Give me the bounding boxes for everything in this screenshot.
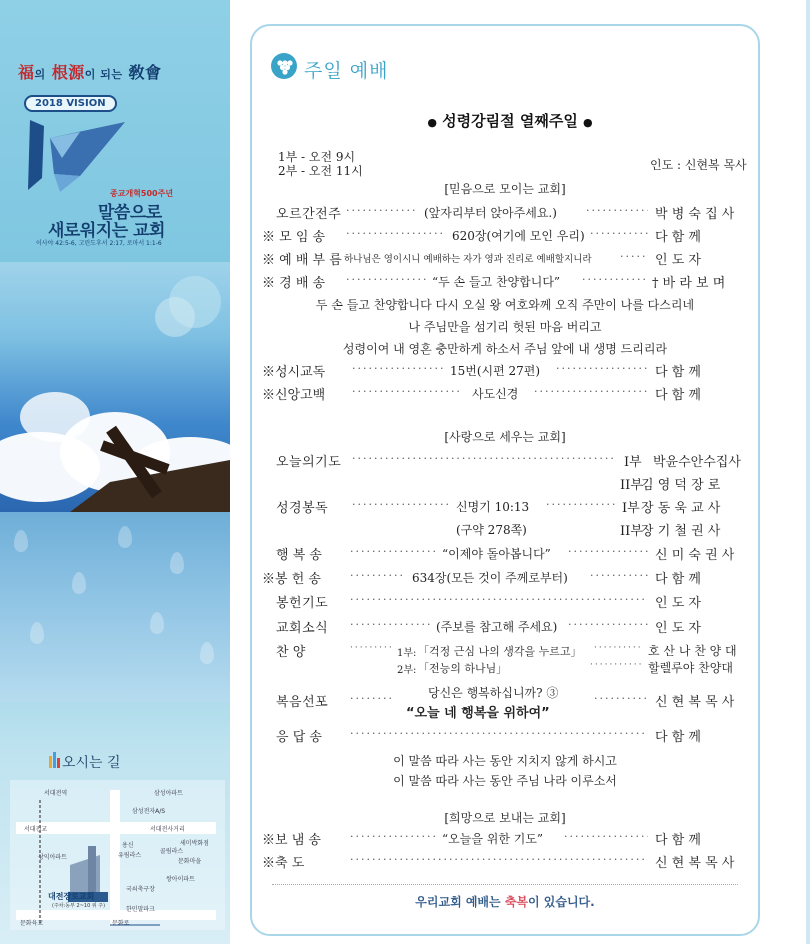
row-content: “오늘을 위한 기도”	[442, 832, 544, 846]
row-label: ※보 냄 송	[262, 833, 321, 848]
directions-title: 오시는 길	[62, 755, 121, 771]
slogan-line-2: 새로워지는 교회	[48, 221, 165, 241]
row-label: 찬 양	[276, 645, 306, 660]
row-content-tag: 2부:	[397, 665, 417, 676]
map-label: 용신	[122, 842, 134, 849]
cross-photo	[0, 262, 230, 512]
row-label: 행 복 송	[276, 548, 322, 563]
section-heading: [믿음으로 모이는 교회]	[444, 182, 566, 196]
row-person: 박윤수안수집사	[653, 455, 741, 470]
service-leader: 인도 : 신현복 목사	[650, 158, 747, 172]
service-time-1: 1부 - 오전 9시	[278, 150, 356, 164]
row-person: 김 영 덕 장 로	[641, 478, 721, 493]
slogan-line-1: 말씀으로	[98, 203, 162, 223]
reform-label: 종교개혁500주년	[110, 189, 174, 198]
map-label: 국쇠축구장	[126, 886, 155, 893]
row-person: 장 기 철 권 사	[641, 524, 721, 539]
row-person: 신 현 복 목 사	[655, 695, 735, 710]
row-content: (주보를 참고해 주세요)	[436, 620, 558, 634]
service-time-2: 2부 - 오전 11시	[278, 164, 363, 178]
row-content-tag: 1부:	[397, 648, 417, 659]
lyric-line: 두 손 들고 찬양합니다 다시 오실 왕 여호와께 오직 주만이 나를 다스리네	[315, 298, 695, 312]
row-content: 15번(시편 27편)	[450, 364, 541, 378]
map-label: 서대전역	[44, 790, 68, 797]
row-person-tag: I부	[624, 455, 642, 470]
section-heading: [사랑으로 세우는 교회]	[444, 430, 566, 444]
row-label: ※축 도	[262, 856, 305, 871]
map-label: 서대전교	[24, 826, 48, 833]
map-label: 상익아파트	[38, 854, 67, 861]
row-person: 다 함 께	[655, 572, 701, 587]
row-label: ※ 경 배 송	[262, 276, 326, 291]
row-person-tag: II부	[620, 524, 643, 539]
row-content: 634장(모든 것이 주께로부터)	[412, 571, 568, 585]
grape-icon	[270, 52, 298, 80]
map-label: 서대전사거리	[150, 826, 185, 833]
church-motto: 福의 根源이 되는 敎會	[18, 63, 162, 82]
row-label: 오르간전주	[276, 207, 342, 222]
row-content: (구약 278쪽)	[456, 523, 527, 537]
lyric-line: 성령이여 내 영혼 충만하게 하소서 주님 앞에 내 생명 드리리라	[342, 342, 668, 356]
row-content: “두 손 들고 찬양합니다”	[432, 275, 561, 289]
directions-icon	[48, 748, 62, 770]
row-person: 신 현 복 목 사	[655, 856, 735, 871]
row-person: 신 미 숙 권 사	[655, 548, 735, 563]
rain-photo	[0, 512, 230, 702]
map-label: 쌍아이파트	[166, 876, 195, 883]
row-content: (앞자리부터 앉아주세요.)	[424, 206, 557, 220]
lyric-line: 나 주님만을 섬기리 헛된 마음 버리고	[408, 320, 602, 334]
row-label: 오늘의기도	[276, 455, 342, 470]
row-person: 다 함 께	[655, 230, 701, 245]
map-label: 세미박화점	[180, 840, 209, 847]
row-person: 호 산 나 찬 양 대	[648, 644, 737, 658]
page-edge	[806, 0, 810, 944]
row-label: 성경봉독	[276, 501, 329, 516]
row-person: 인 도 자	[655, 596, 701, 611]
map-label: 문화마을	[178, 858, 202, 865]
row-label: ※ 예 배 부 름	[262, 253, 342, 268]
service-title: ● 성령강림절 열째주일 ●	[427, 112, 593, 130]
row-person: 다 함 께	[655, 730, 701, 745]
lyric-line: 이 말씀 따라 사는 동안 지치지 않게 하시고	[393, 754, 617, 768]
row-person: 박 병 숙 집 사	[655, 207, 735, 222]
sermon-series: 당신은 행복하십니까? ③	[428, 686, 559, 700]
row-person: † 바 라 보 며	[652, 276, 726, 291]
row-label: ※성시교독	[262, 365, 326, 380]
map-label: 유림라스	[118, 852, 142, 859]
map-label: 한민말파크	[126, 906, 155, 913]
row-content: “이제야 돌아봅니다”	[442, 547, 551, 561]
row-content: 사도신경	[472, 387, 519, 401]
church-parking-note: (주차:동부 2~10 위 주)	[52, 903, 106, 909]
section-title: 주일 예배	[304, 60, 389, 82]
row-label: 교회소식	[276, 621, 329, 636]
row-person: 장 동 욱 교 사	[641, 501, 721, 516]
row-person-tag: I부	[622, 501, 640, 516]
row-person: 다 함 께	[655, 365, 701, 380]
row-label: ※신앙고백	[262, 388, 326, 403]
row-person: 다 함 께	[655, 388, 701, 403]
row-label: 복음선포	[276, 695, 329, 710]
sidebar-panel	[0, 0, 230, 944]
row-content: 620장(여기에 모인 우리)	[452, 229, 585, 243]
map-label: 문화육교	[20, 920, 44, 927]
row-person-tag: II부	[620, 478, 643, 493]
map-label: 골림라스	[160, 848, 184, 855]
row-person: 인 도 자	[655, 253, 701, 268]
row-person: 할렐루야 찬양대	[648, 661, 733, 675]
slogan-verse: 이사야 42:5-6, 고린도후서 2:17, 로마서 1:1-6	[36, 240, 162, 247]
row-content: 「걱정 근심 나의 생각을 누르고」	[418, 645, 582, 658]
vision-badge: 2018 VISION	[24, 95, 117, 112]
row-content: 신명기 10:13	[456, 500, 530, 514]
divider	[272, 884, 738, 885]
map-label: 삼성아파트	[154, 790, 183, 797]
row-content: 「전능의 하나님」	[418, 662, 508, 675]
church-name-map: 대전장로교회	[48, 892, 95, 901]
sermon-title: “오늘 네 행복을 위하여”	[406, 706, 550, 721]
row-label: ※봉 헌 송	[262, 572, 321, 587]
row-person: 다 함 께	[655, 833, 701, 848]
vision-logo	[20, 118, 190, 198]
row-content: 하나님은 영이시니 예배하는 자가 영과 진리로 예배할지니라	[344, 254, 592, 265]
section-heading: [희망으로 보내는 교회]	[444, 811, 566, 825]
row-label: 응 답 송	[276, 730, 322, 745]
map-label: 문화로	[112, 920, 130, 927]
lyric-line: 이 말씀 따라 사는 동안 주님 나라 이루소서	[393, 774, 617, 788]
row-label: ※ 모 임 송	[262, 230, 326, 245]
row-person: 인 도 자	[655, 621, 701, 636]
row-label: 봉헌기도	[276, 596, 329, 611]
footer-message: 우리교회 예배는 축복이 있습니다.	[415, 895, 595, 909]
map-label: 삼성전자A/S	[132, 808, 166, 815]
